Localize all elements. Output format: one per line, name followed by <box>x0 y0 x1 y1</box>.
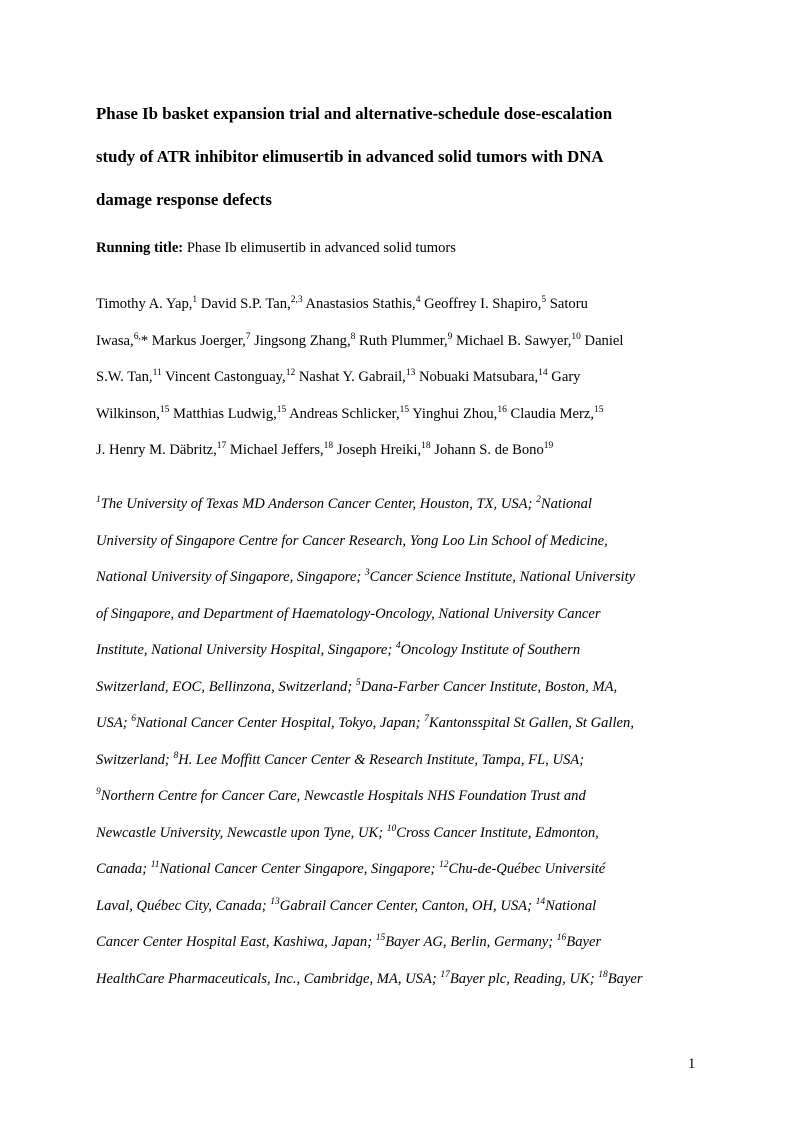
title-line: study of ATR inhibitor elimusertib in advanced solid tumors with DNA <box>96 147 604 166</box>
affiliation-line <box>96 888 716 925</box>
superscript-marker: 18 <box>598 969 608 980</box>
author-line <box>96 396 716 433</box>
affiliation-line <box>96 705 716 742</box>
text-segment: Ruth Plummer, <box>355 332 448 349</box>
text-segment: Iwasa, <box>96 332 134 349</box>
superscript-marker: 17 <box>216 441 227 451</box>
text-segment: * Markus Joerger, <box>140 332 246 349</box>
text-segment: Johann S. de Bono <box>430 442 544 458</box>
text-segment: J. Henry M. Däbritz, <box>96 442 217 458</box>
superscript-marker: 8 <box>173 750 179 761</box>
text-segment: S.W. Tan, <box>96 369 153 385</box>
text-segment: HealthCare Pharmaceuticals, Inc., Cambridge, MA, USA; <box>96 970 441 987</box>
superscript-marker: 1 <box>192 295 198 305</box>
superscript-marker: 3 <box>364 568 370 578</box>
text-segment: of Singapore, and Department of Haematology-Oncology, National University Cancer <box>96 605 601 622</box>
superscript-marker: 1 <box>96 495 101 505</box>
superscript-marker: 2 <box>536 495 541 505</box>
text-segment: Andreas Schlicker, <box>286 405 400 422</box>
superscript-marker: 9 <box>447 331 453 342</box>
author-line <box>96 432 716 469</box>
superscript-marker: 14 <box>535 896 546 907</box>
text-segment: Bayer <box>566 934 602 950</box>
text-segment: Geoffrey I. Shapiro, <box>420 296 542 312</box>
title-line: Phase Ib basket expansion trial and alternative-schedule dose-escalation <box>96 104 613 123</box>
superscript-marker: 7 <box>424 714 429 724</box>
author-line <box>96 359 716 396</box>
text-segment: Switzerland; <box>96 751 174 768</box>
superscript-marker: 19 <box>543 441 554 451</box>
text-segment: Northern Centre for Cancer Care, Newcastle Hospitals NHS Foundation Trust and <box>100 788 586 804</box>
text-segment: Vincent Castonguay, <box>161 369 286 385</box>
text-segment: University of Singapore Centre for Cancer Research, Yong Loo Lin School of Medicine, <box>96 532 608 549</box>
superscript-marker: 6, <box>133 331 141 342</box>
running-title-label: Running title: <box>96 240 184 256</box>
text-segment: National <box>545 897 597 914</box>
text-segment: Michael B. Sawyer, <box>452 332 572 349</box>
affiliation-line <box>96 523 716 560</box>
paper-title <box>96 92 716 221</box>
text-segment: Switzerland, EOC, Bellinzona, Switzerland; <box>96 678 356 695</box>
text-segment: Newcastle University, Newcastle upon Tyne, UK; <box>96 824 387 841</box>
affiliation-list <box>96 486 716 997</box>
superscript-marker: 15 <box>375 933 386 943</box>
text-segment: Cross Cancer Institute, Edmonton, <box>396 824 599 841</box>
superscript-marker: 6 <box>131 714 137 724</box>
text-segment: Claudia Merz, <box>506 405 594 422</box>
author-line <box>96 323 716 360</box>
superscript-marker: 10 <box>571 331 581 342</box>
text-segment: National Cancer Center Hospital, Tokyo, Japan; <box>136 715 425 731</box>
title-line: damage response defects <box>96 190 272 209</box>
superscript-marker: 17 <box>440 969 450 980</box>
affiliation-line <box>96 924 716 961</box>
text-segment: Bayer <box>607 970 643 987</box>
text-segment: Cancer Center Hospital East, Kashiwa, Japan; <box>96 934 376 950</box>
superscript-marker: 4 <box>415 295 421 305</box>
superscript-marker: 16 <box>556 933 567 943</box>
superscript-marker: 4 <box>395 641 401 651</box>
affiliation-line <box>96 559 716 596</box>
affiliation-line <box>96 742 716 779</box>
text-segment: Gary <box>547 369 581 385</box>
text-segment: Nashat Y. Gabrail, <box>295 369 406 385</box>
affiliation-line <box>96 961 716 998</box>
affiliation-line <box>96 486 716 523</box>
text-segment: Bayer plc, Reading, UK; <box>449 970 599 987</box>
superscript-marker: 14 <box>538 368 548 378</box>
text-segment: Chu-de-Québec Université <box>448 861 606 877</box>
running-title <box>96 240 456 257</box>
superscript-marker: 18 <box>421 441 431 451</box>
text-segment: Bayer AG, Berlin, Germany; <box>385 934 557 950</box>
text-segment: Institute, National University Hospital, Singapore; <box>96 642 396 658</box>
superscript-marker: 7 <box>245 331 251 342</box>
text-segment: National <box>540 496 592 512</box>
running-title-text: Phase Ib elimusertib in advanced solid tumors <box>183 240 456 256</box>
text-segment: Nobuaki Matsubara, <box>415 369 539 385</box>
text-segment: Matthias Ludwig, <box>169 405 277 422</box>
text-segment: David S.P. Tan, <box>197 296 291 312</box>
text-segment: Daniel <box>580 332 624 349</box>
superscript-marker: 13 <box>270 896 280 907</box>
text-segment: Michael Jeffers, <box>226 442 324 458</box>
affiliation-line <box>96 632 716 669</box>
text-segment: Yinghui Zhou, <box>409 405 498 422</box>
text-segment: Anastasios Stathis, <box>302 296 416 312</box>
text-segment: Wilkinson, <box>96 405 160 422</box>
page-number: 1 <box>688 1056 696 1072</box>
superscript-marker: 8 <box>350 331 356 342</box>
superscript-marker: 13 <box>405 368 416 378</box>
superscript-marker: 15 <box>276 404 287 415</box>
superscript-marker: 15 <box>593 404 604 415</box>
text-segment: The University of Texas MD Anderson Cancer Center, Houston, TX, USA; <box>100 496 537 512</box>
text-segment: H. Lee Moffitt Cancer Center & Research Institute, Tampa, FL, USA; <box>178 751 585 768</box>
affiliation-line <box>96 851 716 888</box>
superscript-marker: 15 <box>399 404 410 415</box>
text-segment: Dana-Farber Cancer Institute, Boston, MA, <box>360 678 618 695</box>
text-segment: Joseph Hreiki, <box>333 442 422 458</box>
text-segment: Laval, Québec City, Canada; <box>96 897 271 914</box>
superscript-marker: 16 <box>497 404 507 415</box>
superscript-marker: 12 <box>438 860 449 870</box>
text-segment: Kantonsspital St Gallen, St Gallen, <box>428 715 634 731</box>
text-segment: National Cancer Center Singapore, Singapore; <box>159 861 439 877</box>
superscript-marker: 11 <box>150 860 160 870</box>
text-segment: Timothy A. Yap, <box>96 296 193 312</box>
text-segment: Satoru <box>546 296 588 312</box>
text-segment: Cancer Science Institute, National University <box>369 569 636 585</box>
text-segment: Gabrail Cancer Center, Canton, OH, USA; <box>279 897 536 914</box>
superscript-marker: 2,3 <box>290 295 303 305</box>
superscript-marker: 11 <box>152 368 162 378</box>
affiliation-line <box>96 778 716 815</box>
affiliation-line <box>96 669 716 706</box>
affiliation-line <box>96 596 716 633</box>
text-segment: USA; <box>96 715 132 731</box>
superscript-marker: 18 <box>323 441 334 451</box>
superscript-marker: 5 <box>541 295 547 305</box>
text-segment: Canada; <box>96 861 151 877</box>
superscript-marker: 15 <box>159 404 170 415</box>
text-segment: National University of Singapore, Singapore; <box>96 569 365 585</box>
text-segment: Jingsong Zhang, <box>250 332 351 349</box>
superscript-marker: 12 <box>285 368 296 378</box>
author-line <box>96 286 716 323</box>
superscript-marker: 10 <box>386 823 397 834</box>
author-list <box>96 286 716 469</box>
superscript-marker: 5 <box>355 677 361 688</box>
superscript-marker: 9 <box>96 787 101 797</box>
affiliation-line <box>96 815 716 852</box>
text-segment: Oncology Institute of Southern <box>400 642 581 658</box>
